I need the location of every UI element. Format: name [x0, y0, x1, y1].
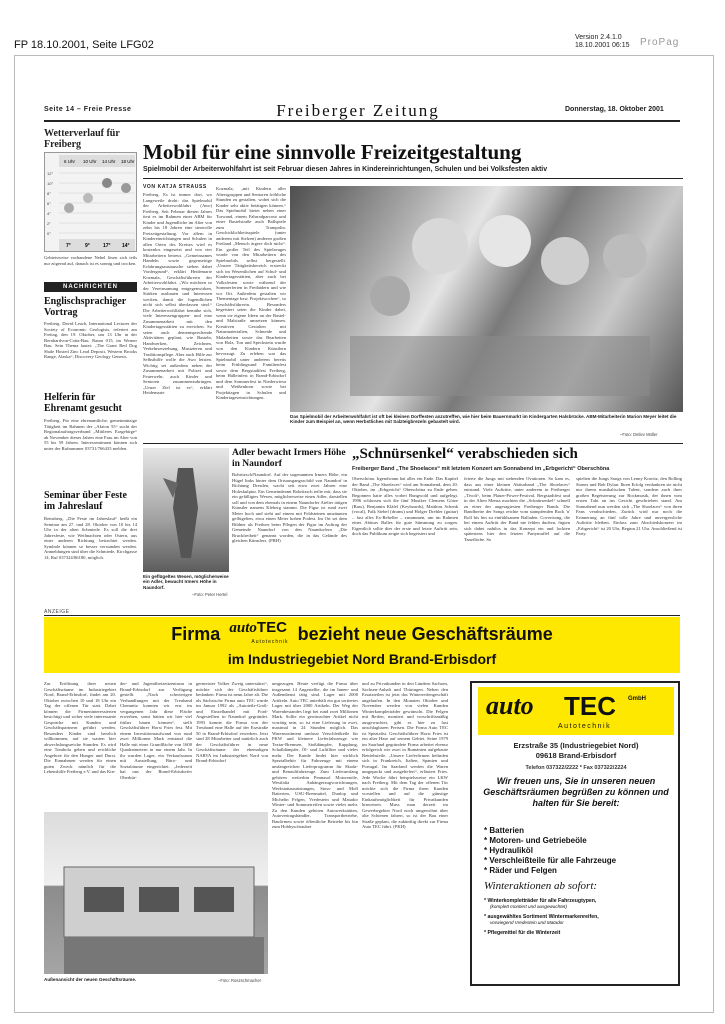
ad-box-logo-tec: TEC	[564, 691, 616, 721]
weather-y-5: 2°	[47, 221, 51, 226]
weather-temp-2: 17°	[103, 243, 111, 249]
ad-col3: germeister Volker Zweig unterstützt“, möchte sich der Geschäftsführer bedanken. Firma ist neun Jahre alt. Die als Sächsische Firma auto TEC wurde im Januar 1992 als „Autoteile-Groß- und Einzelhandel mit Ford-Angestellten in Naundorf gegründet. 1993 konnte die Firma von der Treuhand eine Halle auf der Erzstraße 50 in Brand-Erbisdorf erwerben. Jetzt sind 28 Mitarbeiter und natürlich auch der Geschäftsführer in neue Geschäftsräume der ehemaligen NARVA im Industriegebiet Nord von Brand-Erbisdorf	[196, 681, 268, 763]
weather-sun-icon-2	[121, 183, 131, 193]
ad-box-address2: 09618 Brand-Erbisdorf	[535, 751, 617, 760]
weather-cloud-icon	[83, 193, 93, 203]
adler-photo-art	[143, 448, 229, 572]
weather-temp-0: 7°	[66, 243, 71, 249]
schnur-subtitle: Freiberger Band „The Shoelaces“ mit letztem Konzert am Sonnabend im „Erbgericht“ Oberschöna	[352, 466, 610, 472]
ad-rule	[44, 615, 680, 616]
print-timestamp: 18.10.2001 06:15	[575, 42, 630, 49]
weather-time-0: 6 Uhr	[64, 159, 76, 164]
ad-col2: der- und Jugendfreizeitzentrum in Brand-Erbisdorf zur Verfügung gestellt. „Nach schwierigen Verhandlungen mit der Treuhand Chemnitz konnten wir erst im vergangenen Jahr diese Fläche erwerben, sonst hätten wir hier viel früher bauen können“, stellt Geschäftsführer Horst Fries fest. Mit einem Investitionsaufwand von rund zwei Millionen Mark entstand die Halle mit einer Grundfläche von 1600 Quadratmetern in nur einem Jahr. In ihr wurden Lager, ein Verkaufsraum mit Ausstellung, Büro- und Sozialräume eingerichtet. „Jederzeit hat uns der Brand-Erbisdorfer Oberbür-	[120, 681, 192, 780]
ad-headline-post: bezieht neue Geschäftsräume	[297, 624, 553, 644]
ad-box-item: * Verschleißteile für alle Fahrzeuge	[484, 856, 674, 866]
ad-box-logo-gmbh: GmbH	[628, 696, 646, 702]
ad-box-item: * Motoren- und Getriebeöle	[484, 836, 674, 846]
ad-logo-main: auto	[229, 620, 257, 636]
news-title-0: Englischsprachiger Vortrag	[44, 296, 127, 318]
lead-caption: Das Spielmobil der Arbeiterwohlfahrt ist oft bei kleinen Dorffesten anzutreffen, wie hier beim Bauernmarkt im Kindergarten Halsbrücke. ABM-Mitarbeiterin Marion Meyer leitet die Kinder zum Beispiel an, wenn Herbstliches mit Salzteigbrezeln gebastelt wird.	[290, 414, 677, 425]
weather-temp-1: 9°	[85, 243, 90, 249]
lead-col2: Kozmala, „mit Kindern aller Altersgruppen und Senioren fröhliche Stunden zu gestalten, wobei sich die Kinder sehr aktiv betätigen können.“ Das Spielmobil bietet neben einer Torwand, einem Fahrradparcour und einer Bastelstraße auch Ballspiele zum Trampolin. Geschicklichkeitsspiele (unter anderem mit Stelzen) anderen großen Freiland „Mensch ärgere dich nicht“. Ein großer Teil des Spielzeuges wurde von den Mitarbeitern des Spielmobils selbst hergestellt. „Unsere Tätigkeitsbereich erstreckt sich im Wesentlichen auf Schul- und Kindertagesstätten, aber auch bei Volksfesten sowie während der Sommerferien in Freibädern und wie vor Ort. Außerdem gestalten wir Thementage bzw. Projektwochen“, so Geschäftsführerin. Besonders begeistert seien die Kinder dabei, wenn sie eigene Ideen an der Bastel- und Malstraße umsetzen können. Kreativen Gestalten mit Naturmaterialien, Schneide und Malarbeiten sowie das Bearbeiten von Holz, Ton und Speckstein wurde von den Kindern Künstlern bevorzugt. Zu erleben war das Spielmobil unter anderem bereits beim Frühlingsund Familienfest sowie dem Bergstadtfest Freiberg, beim Hälleinfest in Brand-Erbisdorf und dem Sommerfest in Niederwiesa und Weißenborn sowie bei Projekttagen in Schulen und Kindertageseinrichtungen.	[216, 186, 286, 400]
ad-photo-caption: Außenansicht der neuen Geschäftsräume.	[44, 977, 137, 982]
print-header-left: FP 18.10.2001, Seite LFG02	[14, 39, 154, 51]
ad-logo-tec: TEC	[256, 619, 287, 636]
lead-title: Mobil für eine sinnvolle Freizeitgestaltung	[143, 140, 522, 164]
lead-author: VON KATJA STRAUSS	[143, 184, 207, 190]
ad-headline-pre: Firma	[171, 624, 221, 644]
ad-box-logo-sub: Autotechnik	[558, 723, 612, 730]
weather-y-2: 8°	[47, 191, 51, 196]
weather-y-0: 12°	[47, 171, 54, 176]
ad-box-logo-main: auto	[486, 691, 534, 720]
weather-y-6: 0°	[47, 231, 51, 236]
weather-y-4: 4°	[47, 211, 51, 216]
print-version: Version 2.4.1.0	[575, 34, 622, 41]
ad-box-win-title: Winteraktionen ab sofort:	[484, 880, 598, 892]
ad-box-win-sub: (komplett montiert und ausgewuchtet)	[490, 904, 567, 909]
ad-box-phone: Telefon 037322/2222 * Fax 037322/2224	[525, 765, 627, 771]
lead-photo	[290, 186, 683, 412]
lead-photo-art	[290, 186, 683, 412]
ad-photo-credit: –Foto: Roszschmacher	[218, 978, 262, 983]
ad-box-win-sub: vorwiegend Vredestein und Matador	[490, 920, 564, 925]
lead-rule	[143, 178, 683, 179]
schnur-col3: spielten die Jungs Songs von Lenny Kravitz, den Rolling Stones und Bob Dylan. Ihren Erfolg verdankten sie nicht nur ihrem musikalischen Talent, sondern auch ihrer großen Begeisterung zur Rockmusik, der ihnen vom ersten Takt an ins Gesicht geschrieben stand. Am Sonnabend nun werden sich „The Shoelaces“ von ihren Fans verabschieden, Zurück wird nur noch die Erinnerung an fünf tolle Jahre und unvergessliche Auftritte bleiben. Einlass zum Abschiedskonzert im „Erbgericht“ ist 20 Uhr, Beginn 21 Uhr. Anschließend ist Party.	[576, 476, 682, 536]
masthead-date: Donnerstag, 18. Oktober 2001	[565, 106, 664, 113]
weather-sun-icon	[102, 178, 112, 188]
masthead-title: Freiberger Zeitung	[276, 101, 440, 120]
news-text-2: Reinsberg. „Die Feste im Jahreslauf“ heißt ein Seminar am 27. und 28. Oktober von 10 bis 14 Uhr in der alten Schmiede. Es soll die drei Jahresfeste, wie Weihnachten oder Ostern, aus einer anderen Richtung betrachtet werden. Symbole können so besser verstanden werden. Anmeldungen sind über die Schmiede, Kirchgasse 14, Ruf 037324/86180, möglich.	[44, 516, 137, 560]
weather-fog-icon	[64, 203, 74, 213]
ad-logo-sub: Autotechnik	[251, 639, 289, 645]
news-text-1: Freiberg. Für eine ehrenamtliche, gemeinnützige Tätigkeit im Rahmen der „Aktion 55“ sucht der Regionalauftragsverbund „Mittleres Erzgebirge“ ab November dieses Jahres eine Frau im Alter von 55 bis 59 Jahren. Interessentinnen können sich unter der Rufnummer 03731/766435 melden.	[44, 418, 137, 451]
adler-photo	[143, 448, 229, 572]
masthead-rule	[44, 120, 680, 122]
ad-box-win-item: * Pflegemittel für die Winterzeit	[484, 930, 561, 936]
ad-headline	[44, 619, 680, 648]
adler-text: Bobritzsch/Naundorf. Auf der sogenannten Irmers Höhe, ein Hügel links hinter dem Ortsausgangsschild von Naundorf in Richtung Dresden, wacht seit etwa zwei Jahren eine Holzskulptur. Ein Gemeindeamt Bobritzsch teilte mit, dass sie ein gefälligtes Wesen, möglicherweise einen Adler, darstellen soll und von dem ehemals in einem Naundorfer Atelier tätigen Künstler namens Kleberg stammt. Die Figur ist rund zwei Meter hoch und steht auf einem mit Feldsteinen umzäunten geflügelten, etwa einen Meter hohen Podest. Im Ort sei dem Bildner als Freiherr beim Pflegen der Figur im Auftrag der Gemeinde Naundorf von den Naundorfern „Die Bruckfreiheit“ genannt worden, die in das Gelände des gleichen Künstlers. (PRH)	[232, 472, 347, 543]
ad-col1: Zur Eröffnung ihrer neuen Geschäftsräume im Industriegebiet Nord, Brand-Erbisdorf, findet am 20. Oktober zwischen 10 und 18 Uhr ein Tag der offenen Tür statt. Dabei können die Firmeninteressierten besichtigt und sicher viele interessante Gespräche mit Kunden und Geschäftspartnern geführt werden. Besonders Kinder sind herzlich willkommen, auf sie warten hier abwechslungsreiche Stunden. Es wird eine Tombola geben und reichliche Angebote für den Hunger und Durst. Die Einnahmen werden für einen guten Zweck nämlich für die Lebenshilfe Freiberg e.V. und das Kin-	[44, 681, 116, 774]
weather-time-1: 10 Uhr	[83, 159, 97, 164]
ad-box-address1: Erzstraße 35 (Industriegebiet Nord)	[513, 741, 639, 750]
masthead-page: Seite 14 – Freie Presse	[44, 106, 132, 113]
ad-col4: umgezogen. Heute verfügt die Firma über insgesamt 14 Angestellte, die im Innen- und Außendienst tätig sind. Lager mit 2000 Artikeln. Auto TEC unterhält ein gut sortiertes Lager mit über 2000 Artikeln. Der Weg der Warenbestandes liegt bei rund zwei Millionen Mark. Sollte ein gewünschter Artikel nicht vorrätig sein, so ist eine Lieferung in zwei, maximal in 24 Stunden möglich. Das Warensortiment umfasst Verschleißteile für PKW und kleinere Lieferfahrzeuge wie Textar-Bremsen, Stoßdämpfer, Kupplung, Schalldämpfer, Öl- und Luftfilter und vieles mehr. Der Kunde findet hier wirklich Spezialbehör für Fahrzeuge mit einem umfangreichen Lieferprogramm für Skoda- und Renaultfahrzeuge. Zum Lieferumfang gehören weiterhin Pennasol Motorenöle, Westfalia Anhängerzugvorrichtungen, Werkstattausrüstungen, Stoss- und Moll Batterien, USU-Bremsattel, Dunlop und Michelin Felgen, Vredestein und Matador Winter- und Sommerreifen sowie vieles mehr. Zu den Kunden gehören Autowerkstätten, Autovertragshändler, Transportbetriebe, Baufirmen sowie öffentliche Betriebe bis hin zum Hobbyschrauber	[272, 681, 358, 829]
schnur-col2: feierte die Jungs mit stehenden Ovationen. So kam es, dass aus einer kleinen Abiturband „The Shoelaces“ entstand. Viele Auftritte, unter anderem in Freiberger „Tivoli“, beim Plauer-Power-Festival, Bergstadtfest und in der Alten Mensa machten die „Schnürsenkel“ schnell zu einer der angesagtesten Freiberger Bands. Die Bandbreite der Songs reichte vom stampfenden Rock 'n' Roll bis hin zu einfühlsamen Balladen. Covertsong, die bei einem Auftritt der Band nie fehlen durften, fügten sich dabei nahtlos in das Konzept ein und lockten spätestens hier den letzten Partymuffel auf die Tanzfläche. So	[464, 476, 570, 542]
ad-building-art	[44, 812, 268, 974]
adler-photo-credit: –Foto: Peter Hertel	[192, 592, 228, 597]
weather-y-3: 6°	[47, 201, 51, 206]
lead-photo-credit: –Foto: Detlev Müller	[620, 432, 658, 437]
adler-rule	[143, 443, 683, 444]
ad-subline: im Industriegebiet Nord Brand-Erbisdorf	[227, 651, 497, 667]
weather-chart-svg	[45, 153, 138, 253]
propag-brand: ProPag	[640, 37, 680, 48]
ad-logo-inline	[229, 619, 289, 647]
lead-col1: Freiberg. Es ist immer dort, wo Langeweile droht: das Spielmobil der Arbeiterwohlfahrt (Awo) Freiberg. Seit Februar diesen Jahres tiert es im Rahmen einer ABM für Kinder und Jugendliche im Alter von zehn bis 18 Jahren eine sinnvolle Freizeitgestaltung. Vor allem in Kindereinrichtungen und Schulen in allen Orten des Kreises wird es kostenlos eingesetzt und von vier Mitarbeitern betreut. „Gemeinsames Handeln sowie gegenseitige Erfahrungsaustausche stehen dabei Vordergrund“, erklärt Heidemarie Kozmala, Geschäftsführerin der Arbeiterwohlfahrt. „Wir möchten so der Vereinsamung entgegenwirken, Stärken ausbauen und Interessen wecken, damit die Jugendlichen nicht sich selbst überlassen sind.“ Die Arbeiterwohlfahrt bemühe sich, viele Interessengruppen- und eine Zusammenarbeit mit den Kindertagesstätten zu erreichen. So seien auch dementsprechende Aktivitäten geplant, wie Basteln, Handwerken, Zeichnen, Verkehrserziehung, Musizieren und Traditionspflege. Aber auch Hilfe zur Selbsthilfe wolle die Awo leisten. Wichtig sei außerdem neben der Zusammenarbeit mit Polizei und Feuerwehr, auch Kinder und Senioren zusammenzubringen. „Unser Ziel ist es“, erklärt Heidemarie	[143, 192, 212, 395]
ad-building-photo	[44, 812, 268, 974]
weather-title: Wetterverlauf für Freiberg	[44, 128, 120, 150]
news-title-2: Seminar über Feste im Jahreslauf	[44, 490, 127, 512]
weather-y-1: 10°	[47, 181, 54, 186]
ad-box-welcome: Wir freuen uns, Sie in unseren neuen Geschäftsräumen begrüßen zu können und halten für Sie bereit:	[483, 776, 669, 808]
schnur-title: „Schnürsenkel“ verabschieden sich	[352, 446, 578, 462]
news-label: NACHRICHTEN	[44, 282, 137, 292]
ad-box-item: * Räder und Felgen	[484, 866, 674, 876]
weather-time-3: 18 Uhr	[121, 159, 135, 164]
news-text-0: Freiberg. David Leach, International Lecturer der Society of Economic Geologists, referiert am Freitag, den 19. Oktober, um 13 Uhr in der Bernhardvon-Cotta-Bau, Raum 015, im Werner Bau. Sein Thema lautet: „The Grant Red Dog Shale Hosted Zinc Lead Deposit, Western Brooks Range, Alaska“, Discovery Geology Genesis.	[44, 321, 137, 359]
ad-box-win-items	[484, 898, 674, 936]
ad-label: ANZEIGE	[44, 609, 70, 615]
ad-box-logo	[478, 687, 674, 735]
lead-subtitle: Spielmobil der Arbeiterwohlfahrt ist seit Februar diesen Jahres in Kindereinrichtungen, Schulen und bei Volksfesten aktiv	[143, 166, 548, 173]
ad-box-win-item: * Winterkompletträder für alle Fahrzeugtypen,	[484, 898, 597, 904]
schnur-col1: Oberschöna. Irgendwann hat alles ein Ende. Das Kapitel der Band „The Shoelaces“ wird am Sonnabend, dem 20. Oktober, im „Erbgericht“ Oberschöna zu Ende gehen. Begonnen hatte alles vorbei Bungwold und aufgelegt. 1996 schlossen sich die fünf Musiker Clemens Götze (Bass), Benjamin Kläfel (Keyboards), Matthias Schenk (vocal), Falk Siebel (drums) und Holger Drehler (guitar) – fast alles Ex-Rebeller – zusammen, um im Rahmen eines Abiturs Balles für gute Stimmung zu sorgen. Eigentlich sollte dies der erste und letzte Auftritt sein, doch das Publikum zeigte sich begeistert und	[352, 476, 458, 536]
ad-box-items	[484, 826, 674, 876]
weather-time-2: 14 Uhr	[102, 159, 116, 164]
ad-col5: und zu Privatkunden in den Ländern Sachsen, Sachsen-Anhalt und Thüringen. Neben den Ersatzteilen ist jetzt das Winterreifengeschäft angelaufen. In den Monaten Oktober und November werden von vielen Kunden Winterkompletträder gewünscht. Die Felgen mit Reifen, montiert und vorschriftsmäßig ausgewuchtet, gibt es hier zu fast unschlagbaren Preisen. Die Firma Auto TEC ist Spezialist. Geschäftsführer Horst Fries ist ein alter Hase auf seinem Gebiet. Seine 1979 im Saarland gegründete Firma arbeitet ebenso erfolgreich wie zwei in Rumänien aufgebaute Betriebsteile. „Unsere Lieferfirmen befinden sich in Frankreich, Italien, Spanien und Portugal. Im Saarland werden die Waren umgepackt und ausgeliefert“, erläutert Fries. Jede Woche fährt beispielsweise ein LKW nach Freiberg. Mit dem Tag der offenen Tür möchte sich die Firma ihren Kunden vorstellen und auf die günstige Einkaufsmöglichkeit für Privatkunden hinweisen. Muss man derzeit im Gewerbegebiet Nord noch umgewöhnt über alte Schienen fahren, so ist der Bau einer Straße geplant, die zukünftig direkt zur Firma Auto TEC führt. (PKH)	[362, 681, 448, 829]
weather-note: Gebietsweise vorhandene Nebel lösen sich teils nur zögernd auf, danach ist es sonnig und trocken.	[44, 255, 137, 266]
ad-box-item: * Batterien	[484, 826, 674, 836]
ad-box-win-item: * ausgewähltes Sortiment Wintermarkenreifen,	[484, 914, 599, 920]
weather-temp-3: 14°	[122, 243, 130, 249]
ad-box-item: * Hydrauliköl	[484, 846, 674, 856]
news-title-1: Helferin für Ehrenamt gesucht	[44, 392, 122, 414]
weather-chart	[44, 152, 137, 252]
adler-caption: Ein geflügeltes Wesen, möglicherweise ein Adler, bewacht Irmers Höhe in Naundorf.	[143, 574, 229, 590]
adler-title: Adler bewacht Irmers Höhe in Naundorf	[232, 448, 346, 469]
